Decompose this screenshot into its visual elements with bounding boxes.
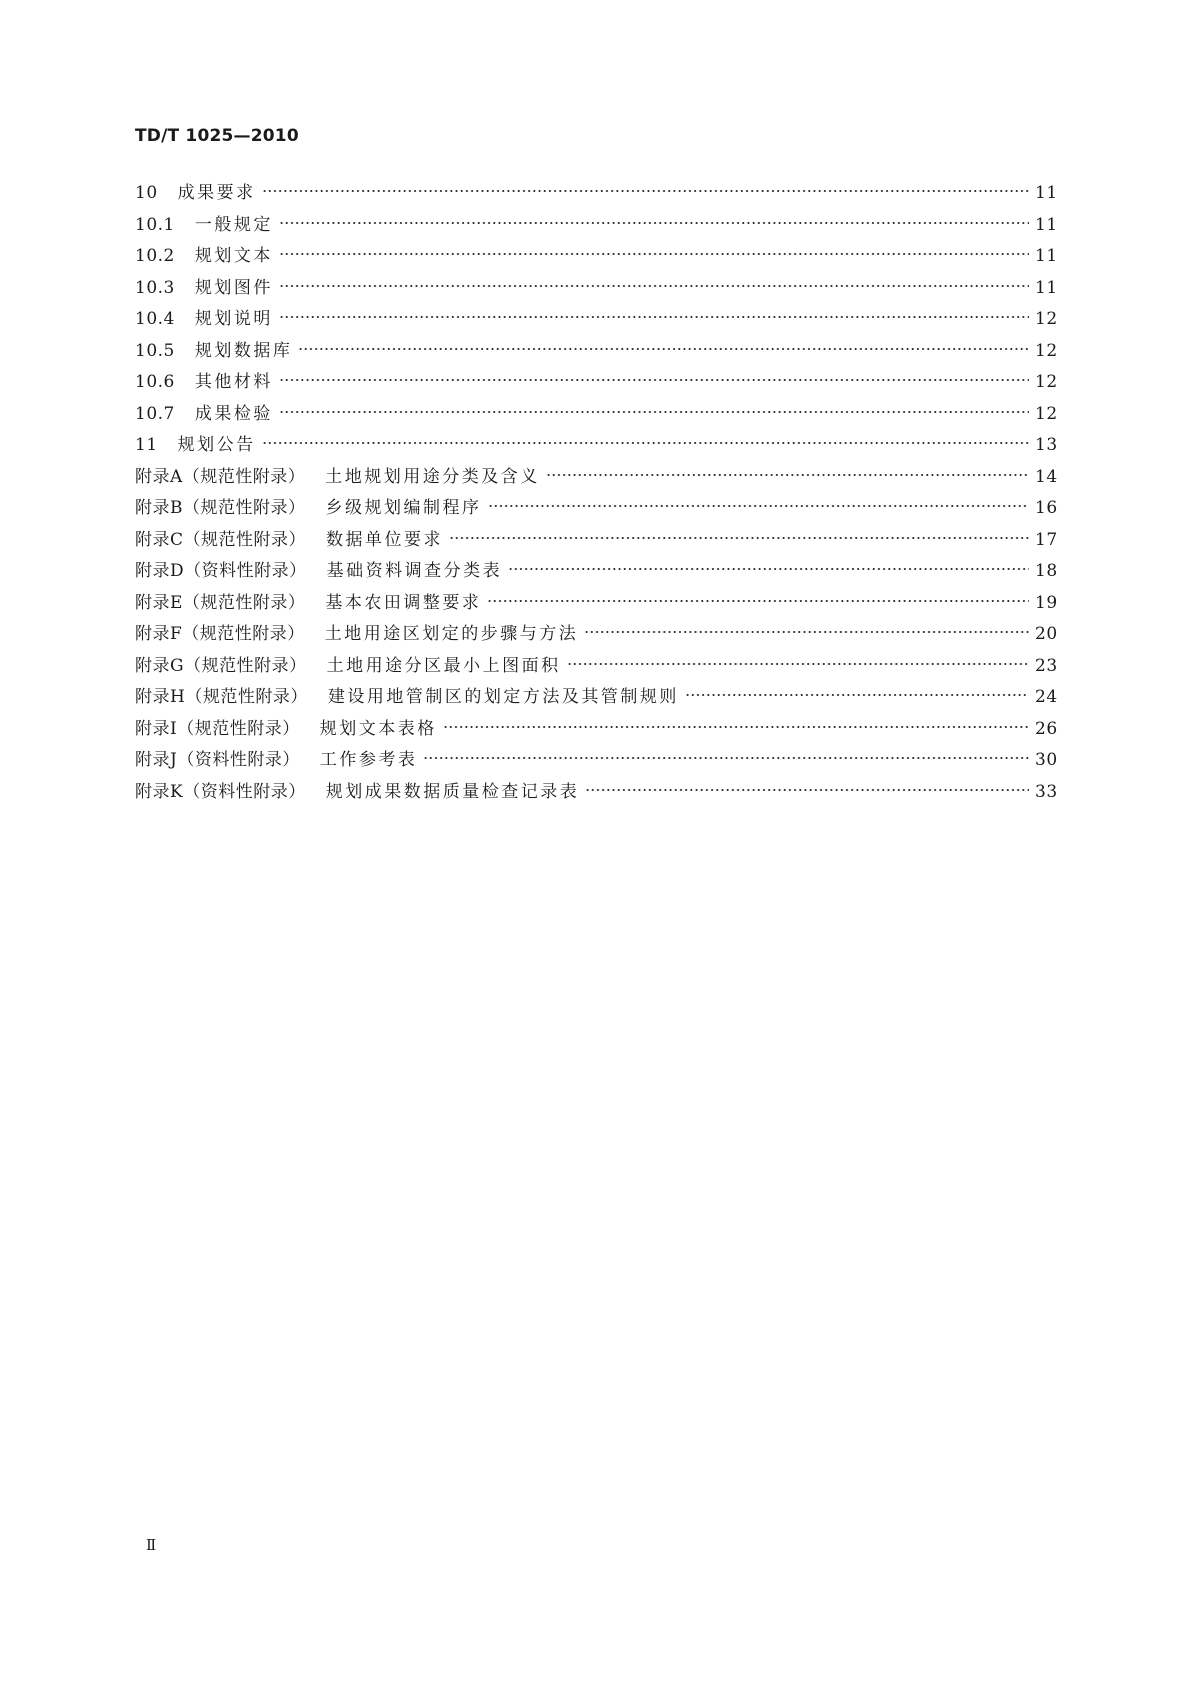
dot-leader [508,567,1029,571]
toc-entry[interactable] [135,619,1057,651]
toc-entry[interactable] [135,399,1057,431]
toc-entry-page: 11 [1035,214,1058,235]
toc-entry-number: 10.3 [135,277,175,298]
toc-entry-number: 附录K（资料性附录） [135,781,306,802]
toc-entry-number: 10.1 [135,214,175,235]
toc-entry-number: 附录H（规范性附录） [135,687,308,707]
dot-leader [488,504,1030,508]
toc-entry-page: 18 [1035,561,1058,581]
toc-entry-number: 10.2 [135,246,175,266]
toc-entry-title: 规划文本 [194,246,273,266]
toc-entry-title: 基础资料调查分类表 [326,561,503,581]
toc-entry-title: 一般规定 [194,214,273,235]
toc-entry[interactable] [135,336,1057,368]
dot-leader [685,693,1029,697]
toc-entry-title: 基本农田调整要求 [325,592,482,613]
toc-entry-page: 12 [1035,372,1058,392]
toc-entry-title: 数据单位要求 [326,529,444,550]
toc-entry-title: 成果要求 [177,183,256,203]
toc-entry-page: 19 [1035,592,1058,613]
dot-leader [584,630,1029,634]
dot-leader [487,599,1029,603]
toc-entry-title: 成果检验 [194,403,273,424]
toc-entry-number: 附录D（资料性附录） [135,561,307,581]
toc-entry[interactable] [135,493,1057,525]
toc-entry[interactable] [135,273,1057,305]
toc-entry[interactable] [135,304,1057,336]
toc-entry-page: 11 [1035,183,1058,203]
toc-entry[interactable] [135,241,1057,273]
dot-leader [546,473,1029,477]
toc-entry-number: 10 [135,183,158,203]
toc-entry-number: 附录G（规范性附录） [135,655,307,676]
toc-entry-title: 规划文本表格 [319,718,437,739]
toc-entry[interactable] [135,714,1057,746]
toc-entry[interactable] [135,210,1057,242]
toc-entry-title: 乡级规划编制程序 [325,498,482,518]
toc-entry-page: 11 [1035,277,1058,298]
toc-entry-page: 20 [1035,624,1058,644]
dot-leader [262,189,1029,193]
toc-entry-number: 10.7 [135,403,175,424]
toc-entry-number: 附录B（规范性附录） [135,498,306,518]
toc-entry-title: 土地规划用途分类及含义 [325,466,540,487]
toc-entry[interactable] [135,556,1057,588]
toc-entry-page: 12 [1035,309,1058,329]
toc-entry[interactable] [135,367,1057,399]
toc-entry-title: 规划说明 [194,309,273,329]
toc-entry-title: 规划图件 [194,277,273,298]
toc-entry-page: 16 [1035,498,1058,518]
toc-entry-page: 30 [1035,750,1058,770]
toc-entry-number: 10.5 [135,340,175,361]
dot-leader [449,536,1029,540]
toc-entry-page: 17 [1035,529,1058,550]
toc-entry[interactable] [135,178,1057,210]
toc-entry-page: 13 [1035,435,1058,455]
toc-entry[interactable] [135,462,1057,494]
toc-entry[interactable] [135,682,1057,714]
dot-leader [443,725,1029,729]
toc-entry-number: 附录A（规范性附录） [135,466,306,487]
toc-entry[interactable] [135,430,1057,462]
dot-leader [279,284,1029,288]
toc-entry-title: 建设用地管制区的划定方法及其管制规则 [327,687,679,707]
toc-entry-page: 14 [1035,466,1058,487]
toc-entry-title: 土地用途分区最小上图面积 [326,655,561,676]
toc-entry-title: 规划数据库 [194,340,293,361]
toc-entry[interactable] [135,588,1057,620]
toc-entry-number: 附录F（规范性附录） [135,624,305,644]
toc-entry-number: 10.6 [135,372,175,392]
toc-entry-page: 12 [1035,340,1058,361]
dot-leader [279,410,1029,414]
toc-entry[interactable] [135,651,1057,683]
dot-leader [298,347,1029,351]
toc-entry-number: 附录I（规范性附录） [135,718,300,739]
toc-entry-number: 11 [135,435,158,455]
toc-entry[interactable] [135,525,1057,557]
toc-entry-title: 规划公告 [177,435,256,455]
toc-entry-title: 工作参考表 [319,750,418,770]
toc-entry-page: 26 [1035,718,1058,739]
toc-entry-page: 24 [1035,687,1058,707]
dot-leader [279,252,1029,256]
standard-code: TD/T 1025—2010 [135,126,299,146]
toc-entry-title: 土地用途区划定的步骤与方法 [324,624,579,644]
dot-leader [279,378,1029,382]
toc-entry[interactable] [135,777,1057,809]
dot-leader [567,662,1029,666]
table-of-contents [135,178,1057,808]
dot-leader [279,315,1029,319]
toc-entry-page: 33 [1035,781,1058,802]
toc-entry-number: 10.4 [135,309,175,329]
dot-leader [423,756,1029,760]
toc-entry-title: 规划成果数据质量检查记录表 [325,781,580,802]
dot-leader [279,221,1029,225]
toc-entry-number: 附录J（资料性附录） [135,750,300,770]
page-number: Ⅱ [146,1536,157,1554]
toc-entry-page: 11 [1035,246,1058,266]
toc-entry-page: 12 [1035,403,1058,424]
toc-entry[interactable] [135,745,1057,777]
toc-entry-number: 附录C（规范性附录） [135,529,307,550]
dot-leader [585,788,1029,792]
toc-entry-title: 其他材料 [194,372,273,392]
dot-leader [262,441,1029,445]
toc-entry-number: 附录E（规范性附录） [135,592,306,613]
toc-entry-page: 23 [1035,655,1058,676]
